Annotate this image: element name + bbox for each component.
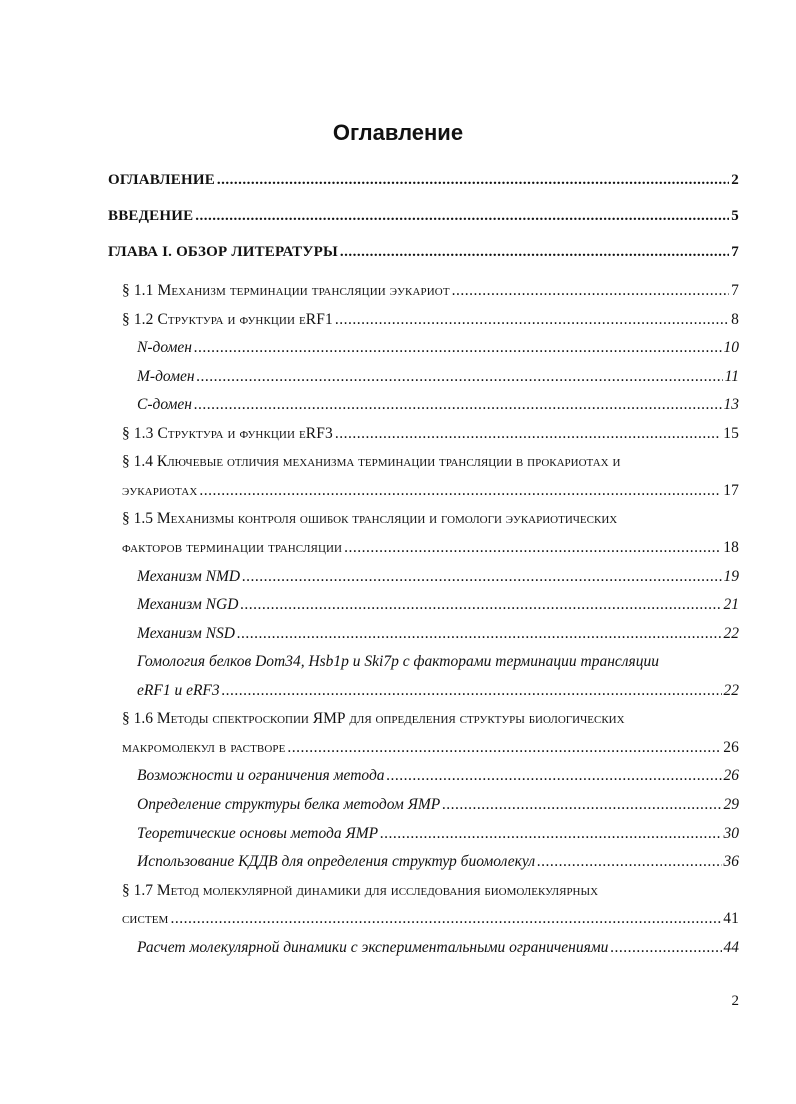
toc-entry-ngd[interactable] bbox=[137, 596, 739, 614]
toc-entry-text: факторов терминации трансляции bbox=[122, 539, 343, 556]
toc-entry-text: § 1.3 Структура и функции eRF3 bbox=[122, 425, 333, 442]
toc-entry-page: 5 bbox=[731, 208, 739, 224]
toc-entry-section-1-1[interactable] bbox=[122, 282, 739, 300]
toc-entry-section-1-4-line1[interactable]: § 1.4 Ключевые отличия механизма терминации трансляции в прокариотах и bbox=[122, 453, 621, 470]
toc-entry-text: Механизм NMD bbox=[137, 568, 241, 585]
toc-entry-page: 26 bbox=[723, 767, 739, 784]
toc-entry-page: 13 bbox=[723, 396, 739, 413]
toc-entry-page: 18 bbox=[723, 539, 739, 556]
toc-entry-page: 2 bbox=[731, 172, 739, 188]
toc-entry-section-1-6[interactable] bbox=[122, 739, 739, 757]
toc-entry-page: 22 bbox=[723, 625, 739, 642]
toc-entry-n-domain[interactable] bbox=[137, 339, 739, 357]
toc-entry-nmd[interactable] bbox=[137, 568, 739, 586]
toc-entry-page: 29 bbox=[723, 796, 739, 813]
toc-entry-text: Теоретические основы метода ЯМР bbox=[137, 825, 379, 842]
toc-entry-section-1-3[interactable] bbox=[122, 425, 739, 443]
toc-entry-section-1-6-line1[interactable]: § 1.6 Методы спектроскопии ЯМР для определения структуры биологических bbox=[122, 710, 625, 727]
toc-entry-text: эукариотах bbox=[122, 482, 198, 499]
toc-entry-page: 8 bbox=[731, 311, 739, 328]
toc-entry-structure-determination[interactable] bbox=[137, 796, 739, 814]
toc-entry-page: 7 bbox=[731, 244, 739, 260]
toc-entry-text: N-домен bbox=[137, 339, 192, 356]
toc-entry-text: Возможности и ограничения метода bbox=[137, 767, 385, 784]
toc-entry-text: ГЛАВА I. ОБЗОР ЛИТЕРАТУРЫ bbox=[108, 244, 338, 260]
toc-entry-page: 15 bbox=[723, 425, 739, 442]
toc-entry-page: 44 bbox=[723, 939, 739, 956]
page-title: Оглавление bbox=[332, 120, 464, 145]
toc-entry-chapter-1[interactable] bbox=[108, 244, 739, 261]
toc-entry-text: макромолекул в растворе bbox=[122, 739, 286, 756]
toc-entry-section-1-5-line1[interactable]: § 1.5 Механизмы контроля ошибок трансляции и гомологи эукариотических bbox=[122, 510, 618, 527]
page-number: 2 bbox=[731, 993, 739, 1009]
toc-entry-text: eRF1 и eRF3 bbox=[137, 682, 220, 699]
toc-entry-text: Механизм NSD bbox=[137, 625, 235, 642]
toc-entry-page: 10 bbox=[723, 339, 739, 356]
toc-entry-page: 11 bbox=[724, 368, 739, 385]
toc-entry-text: ВВЕДЕНИЕ bbox=[108, 208, 194, 224]
toc-entry-text: Механизм NGD bbox=[137, 596, 239, 613]
toc-entry-page: 17 bbox=[723, 482, 739, 499]
toc-entry-text: Расчет молекулярной динамики с экспериментальными ограничениями bbox=[137, 939, 609, 956]
toc-entry-section-1-7-line1[interactable]: § 1.7 Метод молекулярной динамики для исследования биомолекулярных bbox=[122, 882, 599, 899]
toc-entry-md-restraints[interactable] bbox=[137, 939, 739, 957]
toc-entry-contents[interactable] bbox=[108, 172, 739, 189]
toc-entry-text: систем bbox=[122, 910, 169, 927]
toc-entry-section-1-4[interactable] bbox=[122, 482, 739, 500]
toc-entry-text: Определение структуры белка методом ЯМР bbox=[137, 796, 441, 813]
toc-entry-theory[interactable] bbox=[137, 825, 739, 843]
toc-entry-homology[interactable] bbox=[137, 682, 739, 700]
toc-entry-page: 21 bbox=[723, 596, 739, 613]
toc-entry-introduction[interactable] bbox=[108, 208, 739, 225]
toc-entry-text: C-домен bbox=[137, 396, 192, 413]
toc-entry-section-1-2[interactable] bbox=[122, 311, 739, 329]
toc-entry-text: Использование КДДВ для определения структур биомолекул bbox=[137, 853, 536, 870]
toc-entry-rdc[interactable] bbox=[137, 853, 739, 871]
toc-entry-page: 22 bbox=[723, 682, 739, 699]
toc-entry-text: M-домен bbox=[137, 368, 195, 385]
toc-entry-text: § 1.2 Структура и функции eRF1 bbox=[122, 311, 333, 328]
toc-entry-nsd[interactable] bbox=[137, 625, 739, 643]
toc-entry-capabilities[interactable] bbox=[137, 767, 739, 785]
toc-entry-section-1-5[interactable] bbox=[122, 539, 739, 557]
toc-entry-m-domain[interactable] bbox=[137, 368, 739, 386]
toc-entry-text: § 1.1 Механизм терминации трансляции эукариот bbox=[122, 282, 450, 299]
toc-entry-text: ОГЛАВЛЕНИЕ bbox=[108, 172, 215, 188]
toc-entry-page: 7 bbox=[731, 282, 739, 299]
toc-entry-section-1-7[interactable] bbox=[122, 910, 739, 928]
toc-entry-page: 41 bbox=[723, 910, 739, 927]
toc-entry-c-domain[interactable] bbox=[137, 396, 739, 414]
toc-entry-homology-line1[interactable]: Гомология белков Dom34, Hsb1p и Ski7p с факторами терминации трансляции bbox=[137, 653, 659, 670]
toc-entry-page: 19 bbox=[723, 568, 739, 585]
toc-entry-page: 30 bbox=[723, 825, 739, 842]
toc-entry-page: 36 bbox=[723, 853, 739, 870]
toc-entry-page: 26 bbox=[723, 739, 739, 756]
